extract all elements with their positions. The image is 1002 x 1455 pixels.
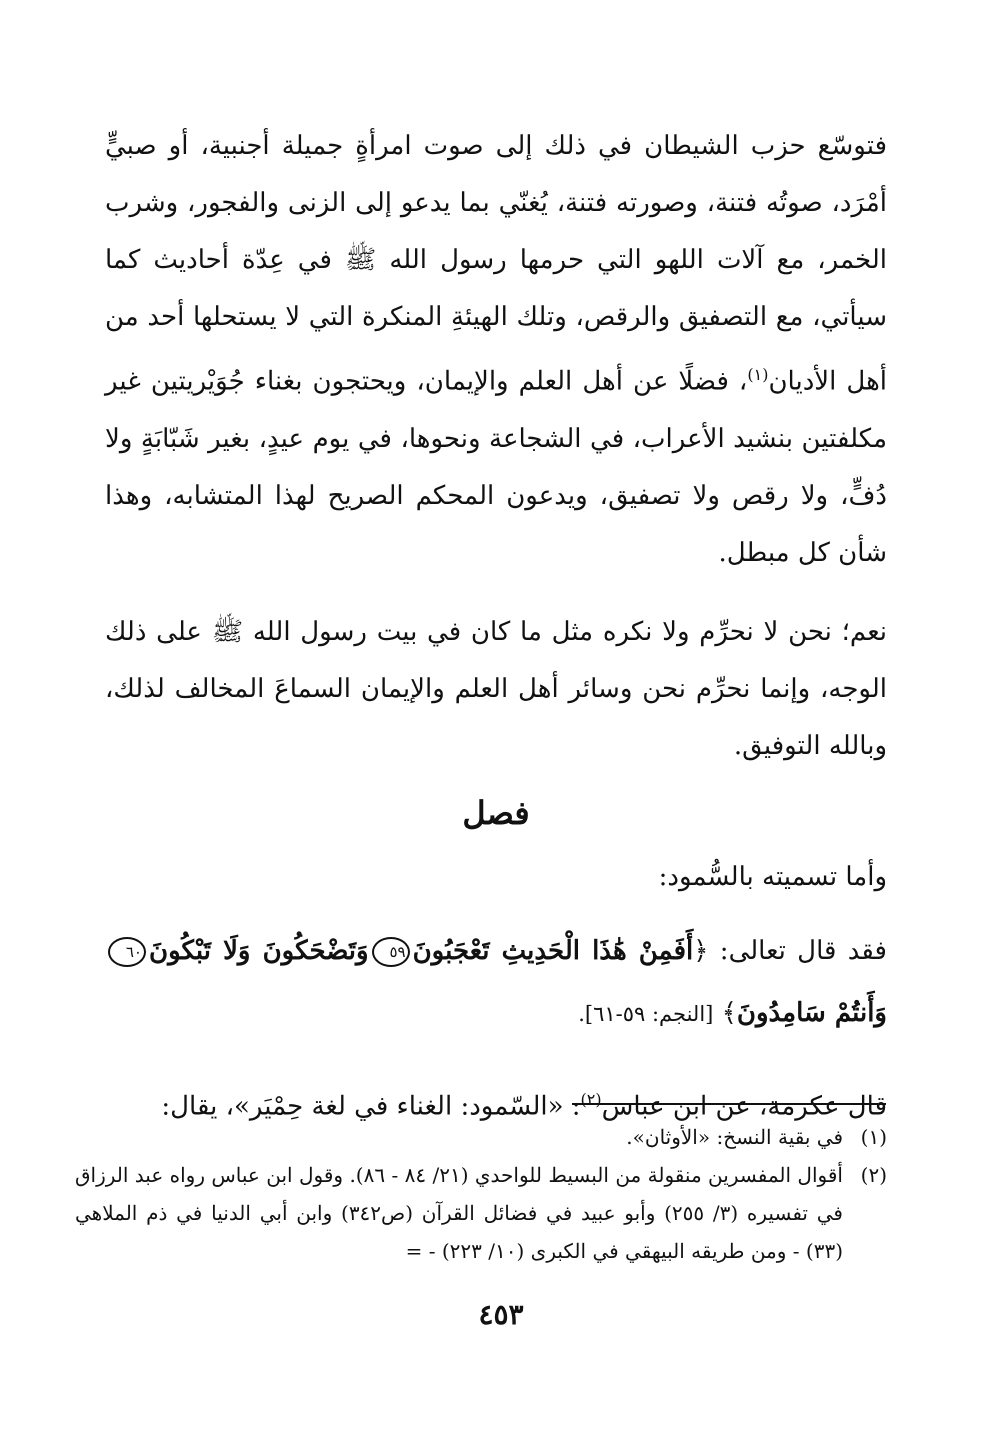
section-heading: فصل: [462, 793, 530, 832]
page-body: [105, 118, 887, 1135]
ayah-number-60: ٦٠: [108, 937, 146, 967]
footnote-ref-1: (١): [747, 365, 769, 384]
footnote-text: في بقية النسخ: «الأوثان».: [626, 1125, 843, 1149]
paragraph-2: نعم؛ نحن لا نحرِّم ولا نكره مثل ما كان في بيت رسول الله ﷺ على ذلك الوجه، وإنما نحرِّم نحن وسائر أهل العلم والإيمان السماعَ المخالف لذلك، وبالله التوفيق.: [105, 616, 887, 761]
paragraph-3-text: قال عكرمة، عن ابن عباس: [601, 1091, 887, 1122]
quran-verse-61: وَأَنتُمْ سَامِدُونَ: [736, 997, 887, 1028]
footnote-number: (٢): [860, 1163, 887, 1187]
paragraph-1-continuation: ، فضلًا عن أهل العلم والإيمان، ويحتجون بغناء جُوَيْريتين غير مكلفتين بنشيد الأعراب، في الشجاعة ونحوها، في يوم عيدٍ، بغير شَبّابَةٍ ولا دُفٍّ، ولا رقص ولا تصفيق، ويدعون المحكم الصريح لهذا المتشابه، وهذا شأن كل مبطل.: [105, 366, 887, 568]
footnote-text: أقوال المفسرين منقولة من البسيط للواحدي (٢١/ ٨٤ - ٨٦). وقول ابن عباس رواه عبد الرزاق في تفسيره (٣/ ٢٥٥) وأبو عبيد في فضائل القرآن (ص٣٤٢) وابن أبي الدنيا في ذم الملاهي (٣٣) - ومن طريقه البيهقي في الكبرى (١٠/ ٢٢٣) - =: [75, 1163, 843, 1263]
ayah-number-59: ٥٩: [372, 937, 410, 967]
footnote-2: [75, 1156, 887, 1270]
section-intro: وأما تسميته بالسُّمود:: [658, 861, 887, 892]
quran-verse-60: وَتَضْحَكُونَ وَلَا تَبْكُونَ: [149, 935, 369, 966]
footnote-1: [75, 1118, 887, 1156]
quran-verse-59: أَفَمِنْ هَٰذَا الْحَدِيثِ تَعْجَبُونَ: [412, 935, 694, 966]
footnote-number: (١): [860, 1125, 887, 1149]
quran-reference: [النجم: ٥٩-٦١].: [578, 1001, 714, 1026]
footnote-separator: [572, 1103, 886, 1105]
page-number: ٤٥٣: [478, 1298, 524, 1331]
paragraph-1-text: فتوسّع حزب الشيطان في ذلك إلى صوت امرأةٍ جميلة أجنبية، أو صبيٍّ أمْرَد، صوتُه فتنة، وصورته فتنة، يُغنّي بما يدعو إلى الزنى والفجور، وشرب الخمر، مع آلات اللهو التي حرمها رسول الله ﷺ في عِدّة أحاديث كما سيأتي، مع التصفيق والرقص، وتلك الهيئةِ المنكرة التي لا يستحلها أحد من أهل الأديان: [105, 131, 888, 397]
footnote-ref-2: (٢): [580, 1089, 602, 1109]
quran-close: ﴾: [721, 997, 737, 1028]
paragraph-1: [105, 118, 887, 582]
paragraph-3-continuation: : «السّمود: الغناء في لغة حِمْيَر»، يقال:: [161, 1091, 581, 1122]
quran-quote: [105, 920, 887, 1045]
footnotes: [75, 1118, 887, 1270]
quran-lead: فقد قال تعالى: ﴿: [693, 935, 887, 966]
